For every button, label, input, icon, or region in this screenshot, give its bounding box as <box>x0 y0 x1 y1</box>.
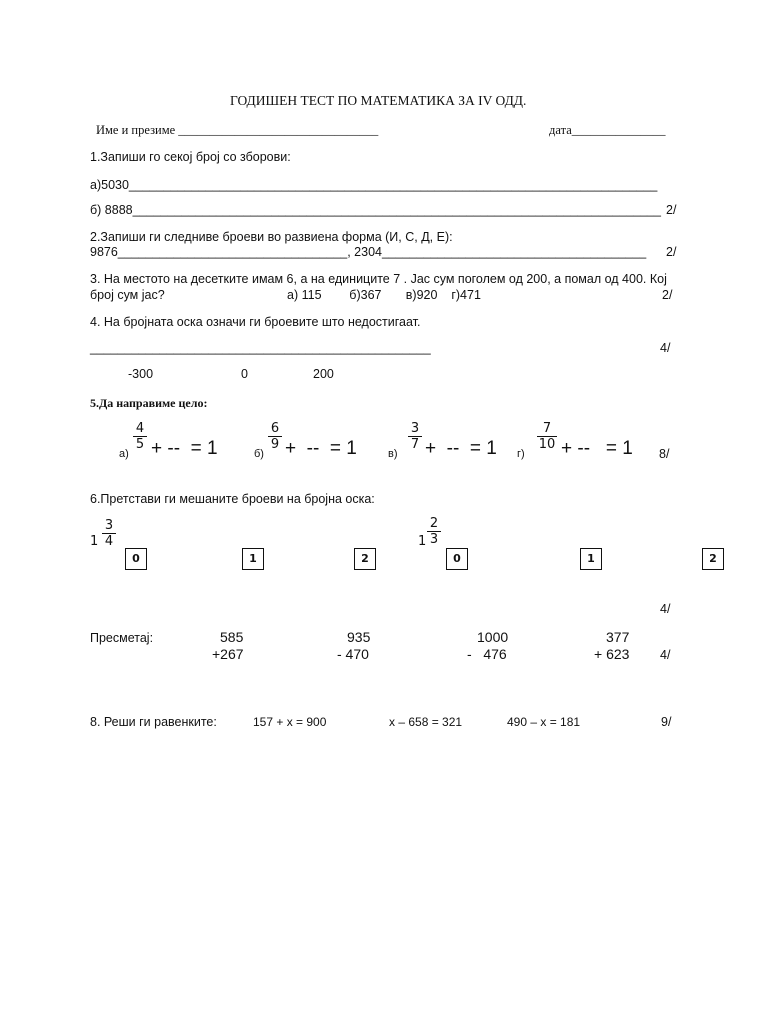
q5-item-c-expression: + -- = 1 <box>425 438 497 459</box>
page-title: ГОДИШЕН ТЕСТ ПО МАТЕМАТИКА ЗА IV ОДД. <box>230 93 527 108</box>
fraction-denominator: 7 <box>410 437 420 452</box>
q6-mixed2-whole: 1 <box>418 534 427 549</box>
q1-points: 2/ <box>666 203 677 217</box>
q1-line-a: а)5030____________________________________________________________________________ <box>90 178 658 192</box>
q7-col3-bottom: - 476 <box>467 646 507 662</box>
fraction-denominator: 5 <box>135 437 145 452</box>
q3-options: а) 115 б)367 в)920 г)471 <box>287 288 481 302</box>
q5-item-d-fraction <box>536 421 558 452</box>
number-line-box-1: 1 <box>242 548 264 570</box>
q1-line-b: б) 8888____________________________________________________________________________ <box>90 203 661 217</box>
q7-col3-top: 1000 <box>477 629 509 645</box>
q1-prompt: 1.Запиши го секој број со зборови: <box>90 150 291 164</box>
q7-col1-bottom: +267 <box>212 646 244 662</box>
q5-item-c-fraction <box>407 421 423 452</box>
q5-item-d-letter: г) <box>517 448 525 460</box>
fraction-numerator: 2 <box>429 516 439 531</box>
q8-points: 9/ <box>661 715 672 729</box>
q8-equation-3: 490 – x = 181 <box>507 715 581 729</box>
q7-col4-top: 377 <box>606 629 630 645</box>
q5-points: 8/ <box>659 447 670 461</box>
q6-points: 4/ <box>660 602 671 616</box>
fraction-numerator: 3 <box>410 421 420 436</box>
q5-prompt: 5.Да направиме цело: <box>90 396 208 410</box>
q4-line: _________________________________________________ <box>90 341 431 355</box>
fraction-numerator: 7 <box>542 421 552 436</box>
q6-prompt: 6.Претстави ги мешаните броеви на бројна оска: <box>90 492 375 506</box>
number-line-box-2: 2 <box>354 548 376 570</box>
fraction-numerator: 6 <box>270 421 280 436</box>
fraction-numerator: 3 <box>104 518 114 533</box>
q3-line1: 3. На местото на десетките имам 6, а на единиците 7 . Јас сум поголем од 200, а помал од 400. Кој <box>90 272 667 286</box>
number-line-box-0: 0 <box>125 548 147 570</box>
q5-item-d-expression: + -- = 1 <box>561 438 633 459</box>
q7-col4-bottom: + 623 <box>594 646 630 662</box>
fraction-denominator: 4 <box>104 534 114 549</box>
q5-item-b-fraction <box>267 421 283 452</box>
q6-mixed1-fraction <box>101 518 117 549</box>
q5-item-a-letter: а) <box>119 448 129 460</box>
q2-line: 9876_________________________________, 2304______________________________________ <box>90 245 647 259</box>
q5-item-c-letter: в) <box>388 448 398 460</box>
q3-line2: број сум јас? <box>90 288 165 302</box>
q4-label-neg300: -300 <box>128 367 154 381</box>
number-line-box-2-second: 2 <box>702 548 724 570</box>
date-field-label: дата_______________ <box>549 123 666 137</box>
q3-points: 2/ <box>662 288 673 302</box>
q8-label: 8. Реши ги равенките: <box>90 715 217 729</box>
q8-equation-2: x – 658 = 321 <box>389 715 463 729</box>
q4-prompt: 4. На бројната оска означи ги броевите што недостигаат. <box>90 315 421 329</box>
name-field-label: Име и презиме ________________________________ <box>96 123 379 137</box>
q7-label: Пресметај: <box>90 631 154 645</box>
q2-points: 2/ <box>666 245 677 259</box>
q5-item-b-expression: + -- = 1 <box>285 438 357 459</box>
fraction-denominator: 3 <box>429 532 439 547</box>
q7-points: 4/ <box>660 648 671 662</box>
q4-label-200: 200 <box>313 367 334 381</box>
fraction-denominator: 9 <box>270 437 280 452</box>
fraction-numerator: 4 <box>135 421 145 436</box>
fraction-denominator: 10 <box>538 437 556 452</box>
q5-item-b-letter: б) <box>254 448 264 460</box>
q5-item-a-fraction <box>132 421 148 452</box>
q8-equation-1: 157 + x = 900 <box>253 715 327 729</box>
number-line-box-1-second: 1 <box>580 548 602 570</box>
q6-mixed1-whole: 1 <box>90 534 99 549</box>
q4-points: 4/ <box>660 341 671 355</box>
q6-mixed2-fraction <box>426 516 442 547</box>
q5-item-a-expression: + -- = 1 <box>151 438 218 459</box>
number-line-box-0-second: 0 <box>446 548 468 570</box>
q7-col1-top: 585 <box>220 629 244 645</box>
q2-prompt: 2.Запиши ги следниве броеви во развиена форма (И, С, Д, Е): <box>90 230 453 244</box>
q4-label-0: 0 <box>241 367 248 381</box>
q7-col2-top: 935 <box>347 629 371 645</box>
q7-col2-bottom: - 470 <box>337 646 369 662</box>
